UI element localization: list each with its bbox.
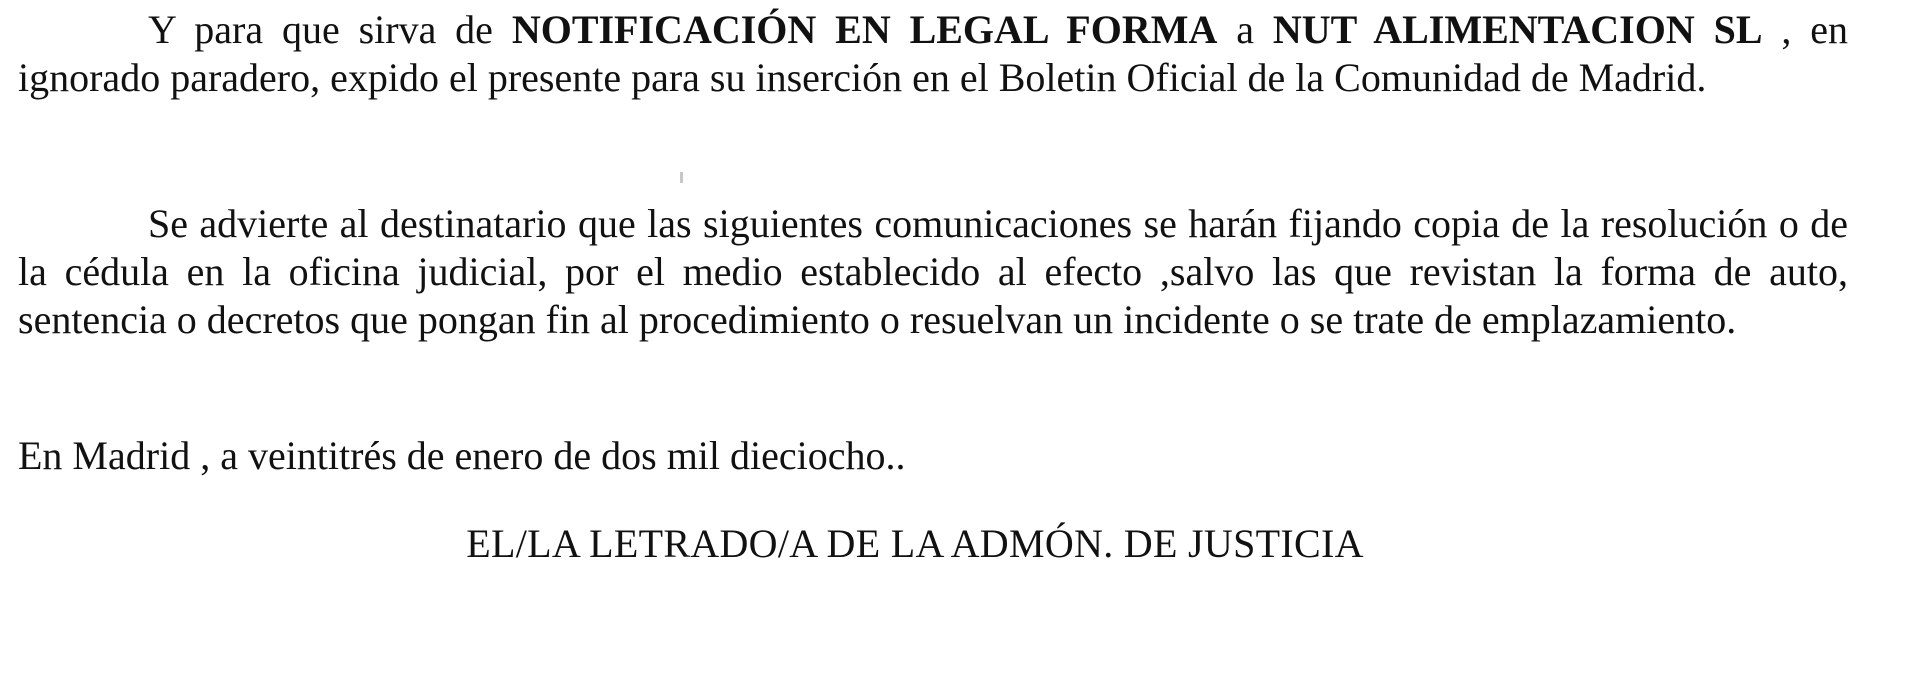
signature-heading: EL/LA LETRADO/A DE LA ADMÓN. DE JUSTICIA [466, 521, 1364, 566]
notificacion-mid-text: a [1217, 7, 1273, 52]
notificacion-tail-text: , en ignorado paradero, expido el presente para su inserción en el Boletin Oficial de la Comunidad de Madrid. [18, 7, 1848, 100]
paragraph-lugar-fecha: En Madrid , a veintitrés de enero de dos mil dieciocho.. [18, 433, 906, 478]
notificacion-bold-legal-form: NOTIFICACIÓN EN LEGAL FORMA [511, 7, 1218, 52]
paragraph-advertencia: Se advierte al destinatario que las siguientes comunicaciones se harán fijando copia de la resolución o de la cédula en la oficina judicial, por el medio establecido al efecto ,salvo las que revistan la forma de auto, sentencia o decretos que pongan fin al procedimiento o resuelvan un incidente o se trate de emplazamiento. [18, 201, 1848, 342]
notificacion-lead-text: Y para que sirva de [148, 7, 512, 52]
scan-speck-icon [680, 172, 683, 183]
notificacion-bold-party-name: NUT ALIMENTACION SL [1272, 7, 1763, 52]
paragraph-notificacion [18, 6, 1848, 102]
